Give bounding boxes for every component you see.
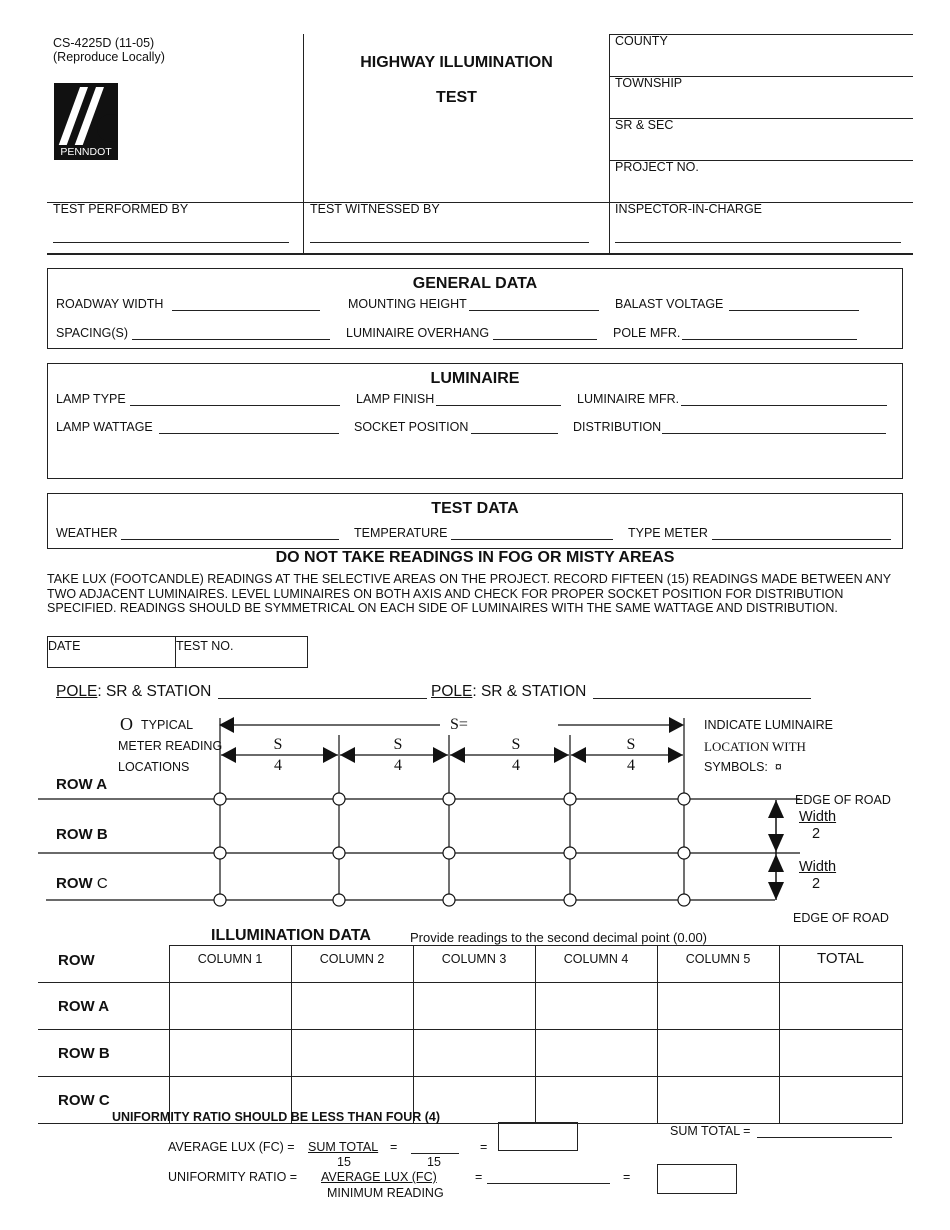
cell-a-4[interactable]	[535, 983, 657, 1030]
meter-reading-symbol: O	[120, 714, 133, 734]
cell-b-4[interactable]	[535, 1030, 657, 1077]
weather-line[interactable]	[121, 539, 339, 540]
spacing-label: SPACING(S)	[56, 326, 128, 340]
average-value-line[interactable]	[411, 1153, 459, 1154]
s-fraction-4-den: 4	[627, 757, 635, 774]
table-row-b-label: ROW B	[38, 1030, 169, 1077]
test-witnessed-by-line[interactable]	[310, 242, 589, 243]
socket-position-label: SOCKET POSITION	[354, 420, 469, 434]
uniformity-heading: UNIFORMITY RATIO SHOULD BE LESS THAN FOUR (4)	[112, 1110, 441, 1124]
indicate-luminaire-3: SYMBOLS: ¤	[704, 760, 782, 774]
sum-total-line[interactable]	[757, 1137, 892, 1138]
s-fraction-1-num: S	[273, 736, 283, 753]
row-b-label: ROW B	[56, 826, 108, 843]
column-2-header: COLUMN 2	[291, 946, 413, 983]
distribution-line[interactable]	[662, 433, 886, 434]
uniformity-ratio-label: UNIFORMITY RATIO =	[168, 1170, 298, 1184]
uniformity-denominator: MINIMUM READING	[327, 1186, 444, 1200]
sum-total-numerator: SUM TOTAL	[308, 1140, 379, 1154]
cell-b-2[interactable]	[291, 1030, 413, 1077]
illumination-note: Provide readings to the second decimal point (0.00)	[410, 930, 708, 945]
width-top-num: Width	[799, 809, 837, 825]
pole-mfr-label: POLE MFR.	[613, 326, 681, 340]
spacing-line[interactable]	[132, 339, 330, 340]
luminaire-overhang-label: LUMINAIRE OVERHANG	[346, 326, 490, 340]
indicate-luminaire-2: LOCATION WITH	[704, 739, 806, 754]
sum-total-label: SUM TOTAL =	[670, 1124, 751, 1138]
column-5-header: COLUMN 5	[657, 946, 779, 983]
cell-b-1[interactable]	[169, 1030, 291, 1077]
uniformity-value-line[interactable]	[487, 1183, 610, 1184]
luminaire-title: LUMINAIRE	[430, 370, 520, 387]
mounting-height-line[interactable]	[469, 310, 599, 311]
row-header: ROW	[38, 946, 169, 983]
luminaire-mfr-label: LUMINAIRE MFR.	[577, 392, 680, 406]
roadway-width-line[interactable]	[172, 310, 320, 311]
form-note: (Reproduce Locally)	[53, 50, 165, 64]
equals-sign-1: =	[390, 1140, 398, 1154]
lamp-finish-label: LAMP FINISH	[356, 392, 435, 406]
type-meter-label: TYPE METER	[628, 526, 708, 540]
instructions-text: TAKE LUX (FOOTCANDLE) READINGS AT THE SELECTIVE AREAS ON THE PROJECT. RECORD FIFTEEN (15) READINGS MADE BETWEEN ANY TWO ADJACENT LUMINAIRES. LEVEL LUMINAIRES ON BOTH AXIS AND CHECK FOR PROPER SOCKET POSITION FOR DISTRIBUTION SPECIFIED. READINGS SHOULD BE SYMMETRICAL ON EACH SIDE OF LUMINAIRES WITH THE SAME WATTAGE AND DISTRIBUTION.	[47, 572, 891, 615]
temperature-line[interactable]	[451, 539, 613, 540]
luminaire-mfr-line[interactable]	[681, 405, 887, 406]
county-field[interactable]: COUNTY	[615, 34, 668, 48]
cell-a-2[interactable]	[291, 983, 413, 1030]
cell-c-total[interactable]	[779, 1077, 902, 1124]
cell-b-5[interactable]	[657, 1030, 779, 1077]
edge-of-road-top: EDGE OF ROAD	[795, 793, 891, 807]
s-fraction-4-num: S	[626, 736, 636, 753]
form-subtitle: TEST	[436, 89, 477, 106]
equals-sign-4: =	[623, 1170, 631, 1184]
cell-b-total[interactable]	[779, 1030, 902, 1077]
width-bottom-num: Width	[799, 859, 837, 875]
roadway-width-label: ROADWAY WIDTH	[56, 297, 164, 311]
pole-mfr-line[interactable]	[682, 339, 857, 340]
cell-a-5[interactable]	[657, 983, 779, 1030]
general-data-title: GENERAL DATA	[412, 275, 538, 292]
penndot-logo	[54, 83, 118, 160]
column-3-header: COLUMN 3	[413, 946, 535, 983]
edge-of-road-bottom: EDGE OF ROAD	[793, 911, 889, 925]
uniformity-ratio-result-box[interactable]	[657, 1164, 737, 1194]
s-fraction-2-den: 4	[394, 757, 402, 774]
form-title: HIGHWAY ILLUMINATION	[360, 54, 553, 71]
township-field[interactable]: TOWNSHIP	[615, 76, 683, 90]
s-fraction-3-num: S	[511, 736, 521, 753]
cell-c-5[interactable]	[657, 1077, 779, 1124]
distribution-label: DISTRIBUTION	[573, 420, 662, 434]
width-top-den: 2	[812, 826, 821, 842]
pole-left-label: POLE: SR & STATION	[56, 683, 212, 700]
test-no-field[interactable]: TEST NO.	[176, 639, 234, 653]
illumination-data-title: ILLUMINATION DATA	[211, 927, 371, 944]
date-field[interactable]: DATE	[48, 639, 81, 653]
lamp-type-line[interactable]	[130, 405, 340, 406]
balast-voltage-label: BALAST VOLTAGE	[615, 297, 724, 311]
test-performed-by-line[interactable]	[53, 242, 289, 243]
form-code: CS-4225D (11-05)	[53, 36, 155, 50]
cell-a-total[interactable]	[779, 983, 902, 1030]
test-data-title: TEST DATA	[431, 500, 519, 517]
mounting-height-label: MOUNTING HEIGHT	[348, 297, 467, 311]
pole-right-label: POLE: SR & STATION	[431, 683, 587, 700]
warning-text: DO NOT TAKE READINGS IN FOG OR MISTY AREAS	[275, 549, 675, 566]
average-lux-label: AVERAGE LUX (FC) =	[168, 1140, 295, 1154]
cell-b-3[interactable]	[413, 1030, 535, 1077]
uniformity-numerator: AVERAGE LUX (FC)	[321, 1170, 437, 1184]
s-fraction-3-den: 4	[512, 757, 520, 774]
total-header: TOTAL	[779, 946, 902, 983]
s-fraction-1-den: 4	[274, 757, 282, 774]
lamp-wattage-line[interactable]	[159, 433, 339, 434]
pole-left-line[interactable]	[218, 698, 427, 699]
s-fraction-2-num: S	[393, 736, 403, 753]
equals-sign-2: =	[480, 1140, 488, 1154]
temperature-label: TEMPERATURE	[354, 526, 448, 540]
cell-a-1[interactable]	[169, 983, 291, 1030]
test-witnessed-by-label: TEST WITNESSED BY	[310, 202, 440, 216]
lamp-wattage-label: LAMP WATTAGE	[56, 420, 153, 434]
average-lux-result-box[interactable]	[498, 1122, 578, 1151]
equals-sign-3: =	[475, 1170, 483, 1184]
type-meter-line[interactable]	[712, 539, 891, 540]
width-bottom-den: 2	[812, 876, 821, 892]
lamp-finish-line[interactable]	[436, 405, 561, 406]
sr-sec-field[interactable]: SR & SEC	[615, 118, 674, 132]
test-performed-by-label: TEST PERFORMED BY	[53, 202, 189, 216]
average-denominator: 15	[337, 1155, 351, 1169]
pole-right-line[interactable]	[593, 698, 811, 699]
inspector-in-charge-label: INSPECTOR-IN-CHARGE	[615, 202, 763, 216]
average-value-denominator: 15	[427, 1155, 441, 1169]
indicate-luminaire-1: INDICATE LUMINAIRE	[704, 718, 833, 732]
lamp-type-label: LAMP TYPE	[56, 392, 126, 406]
luminaire-overhang-line[interactable]	[493, 339, 597, 340]
s-equals-label: S=	[450, 716, 468, 733]
legend-typical: TYPICAL	[141, 718, 194, 732]
row-a-label: ROW A	[56, 776, 108, 793]
table-row-a-label: ROW A	[38, 983, 169, 1030]
weather-label: WEATHER	[56, 526, 118, 540]
legend-locations: LOCATIONS	[118, 760, 190, 774]
illumination-table	[38, 945, 903, 1124]
balast-voltage-line[interactable]	[729, 310, 859, 311]
column-4-header: COLUMN 4	[535, 946, 657, 983]
cell-a-3[interactable]	[413, 983, 535, 1030]
socket-position-line[interactable]	[471, 433, 558, 434]
logo-text: PENNDOT	[60, 146, 112, 158]
cell-c-4[interactable]	[535, 1077, 657, 1124]
legend-meter-reading: METER READING	[118, 739, 223, 753]
column-1-header: COLUMN 1	[169, 946, 291, 983]
row-c-label: ROW C	[56, 875, 108, 892]
project-no-field[interactable]: PROJECT NO.	[615, 160, 699, 174]
table-row-c-label: ROW C	[38, 1077, 169, 1124]
meter-layout-diagram	[0, 700, 950, 915]
inspector-line[interactable]	[615, 242, 901, 243]
luminaire-symbol-icon: ¤	[774, 760, 782, 774]
